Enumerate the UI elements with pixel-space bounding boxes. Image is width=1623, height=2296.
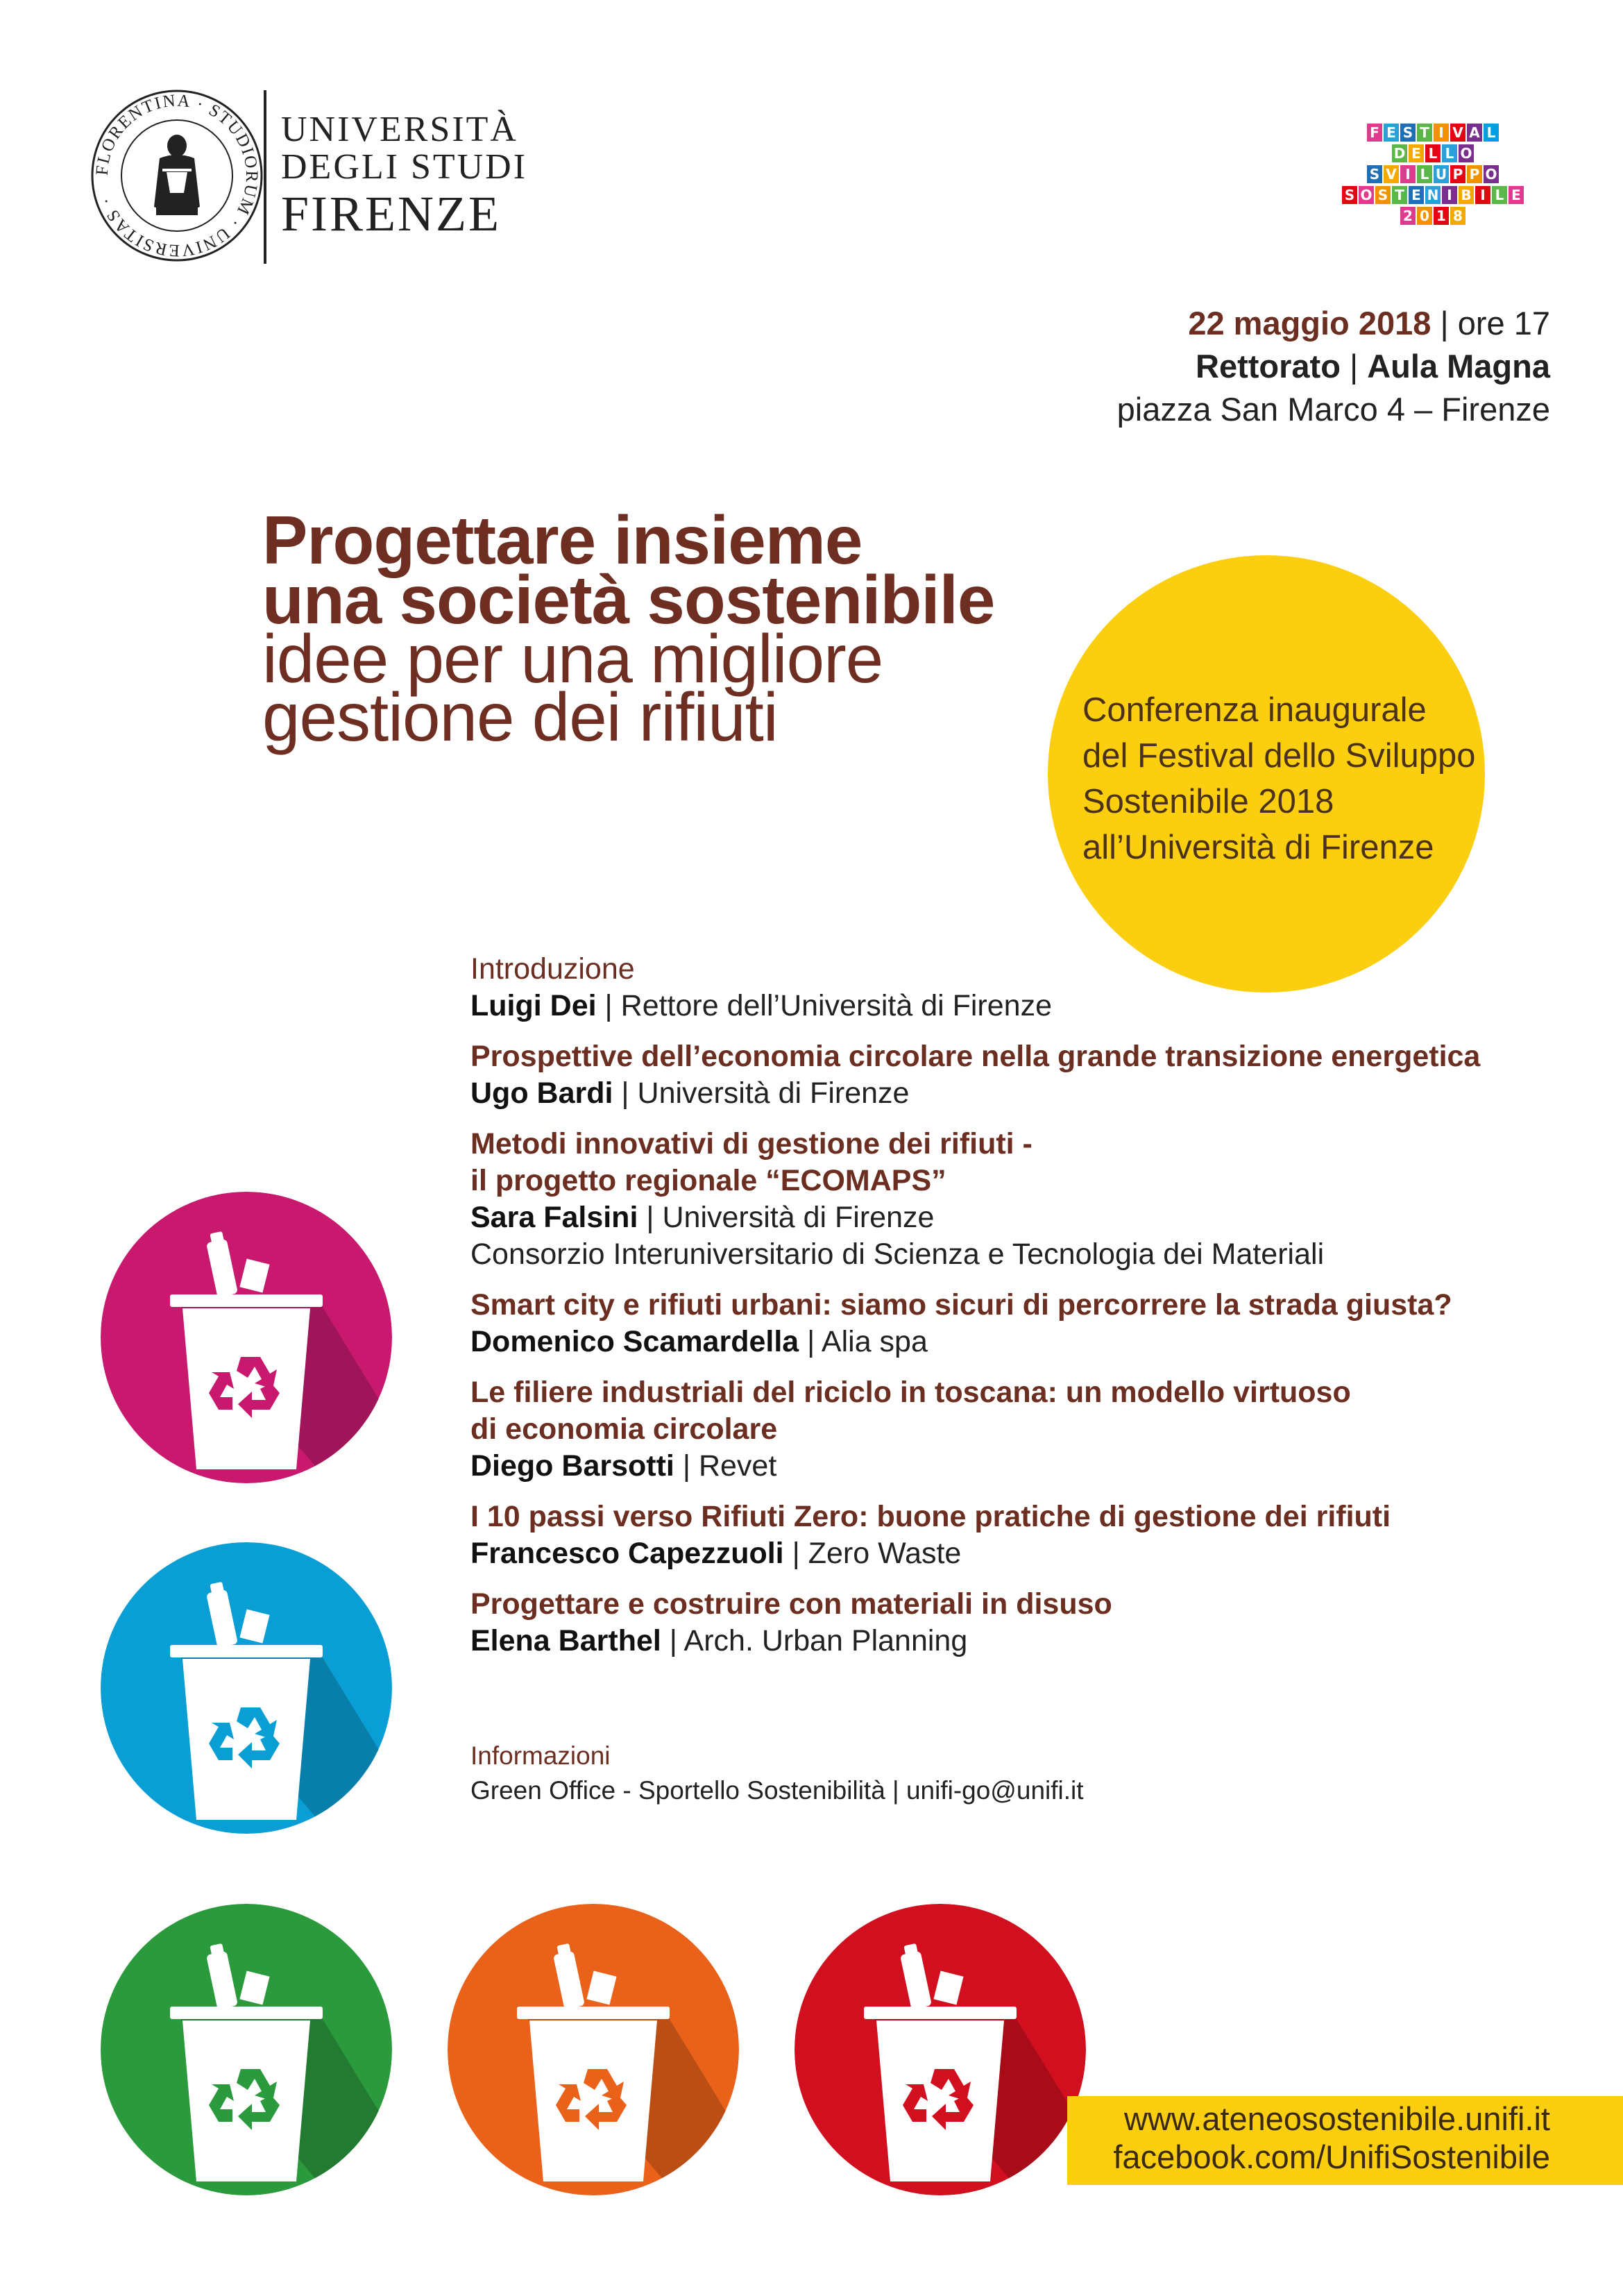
subtitle-line2: gestione dei rifiuti: [262, 679, 778, 755]
speaker-line: Sara Falsini | Università di Firenze: [470, 1201, 935, 1234]
festival-logo-letter: B: [1459, 186, 1474, 204]
circle-text-line: Conferenza inaugurale: [1082, 691, 1427, 729]
event-time: ore 17: [1457, 305, 1550, 341]
intro-speaker-line: Luigi Dei | Rettore dell’Università di Firenze: [470, 989, 1052, 1022]
festival-logo-letter: I: [1442, 186, 1457, 204]
talk-title: Le filiere industriali del riciclo in toscana: un modello virtuoso: [470, 1376, 1351, 1409]
info-contact-line: Green Office - Sportello Sostenibilità | unifi-go@unifi.it: [470, 1776, 1084, 1805]
talk-title: Metodi innovativi di gestione dei rifiuti -: [470, 1127, 1033, 1160]
festival-logo-letter: U: [1434, 165, 1449, 183]
festival-logo-row: [1311, 186, 1554, 204]
festival-logo-letter: L: [1425, 144, 1441, 162]
festival-logo-letter: E: [1509, 186, 1524, 204]
event-date-line: 22 maggio 2018 | ore 17: [1188, 305, 1550, 341]
festival-logo: [1311, 124, 1554, 228]
university-seal-icon: [90, 89, 264, 262]
program-item: [470, 1038, 1511, 1112]
circle-text-line: del Festival dello Sviluppo: [1082, 737, 1476, 775]
page-title: [262, 502, 995, 755]
speaker-line: Elena Barthel | Arch. Urban Planning: [470, 1624, 968, 1657]
festival-logo-letter: V: [1450, 124, 1465, 142]
festival-logo-row: [1311, 124, 1554, 142]
festival-logo-letter: O: [1484, 165, 1499, 183]
event-room: Aula Magna: [1367, 348, 1550, 385]
circle-text-line: Sostenibile 2018: [1082, 783, 1334, 820]
program-item: [470, 1126, 1511, 1273]
festival-logo-letter: S: [1400, 124, 1416, 142]
program-item-intro: [470, 951, 1511, 1024]
subtitle-line1: idee per una migliore: [262, 621, 883, 697]
festival-logo-row: [1311, 165, 1554, 183]
conference-description: [1082, 687, 1476, 870]
event-date: 22 maggio 2018: [1188, 305, 1431, 341]
event-info: [1117, 302, 1550, 431]
festival-logo-letter: T: [1417, 124, 1432, 142]
festival-logo-letter: N: [1425, 186, 1441, 204]
festival-logo-letter: E: [1384, 124, 1399, 142]
title-line1: Progettare insieme: [262, 502, 863, 578]
speaker-affiliation-2: Consorzio Interuniversitario di Scienza e Tecnologia dei Materiali: [470, 1238, 1325, 1271]
university-name-line1: UNIVERSITÀ: [281, 110, 518, 149]
festival-logo-letter: L: [1484, 124, 1499, 142]
festival-logo-letter: D: [1392, 144, 1407, 162]
program-item: [470, 1499, 1511, 1572]
university-name-line2: DEGLI STUDI: [281, 147, 528, 187]
program-item: [470, 1586, 1511, 1660]
title-line2: una società sostenibile: [262, 562, 995, 638]
website-link[interactable]: www.ateneosostenibile.unifi.it: [1124, 2100, 1550, 2137]
info-office: Green Office - Sportello Sostenibilità: [470, 1776, 885, 1805]
speaker-name: Domenico Scamardella: [470, 1325, 799, 1358]
speaker-name: Elena Barthel: [470, 1624, 661, 1657]
speaker-affiliation: Alia spa: [821, 1325, 928, 1358]
festival-logo-row: [1311, 207, 1554, 225]
speaker-affiliation: Rettore dell’Università di Firenze: [620, 989, 1052, 1022]
festival-logo-letter: P: [1467, 165, 1482, 183]
festival-logo-letter: V: [1384, 165, 1399, 183]
talk-title: I 10 passi verso Rifiuti Zero: buone pratiche di gestione dei rifiuti: [470, 1500, 1391, 1533]
talk-title-cont: il progetto regionale “ECOMAPS”: [470, 1164, 946, 1197]
festival-logo-letter: 1: [1434, 207, 1449, 225]
event-address: piazza San Marco 4 – Firenze: [1116, 391, 1550, 428]
festival-logo-letter: I: [1434, 124, 1449, 142]
festival-logo-letter: 0: [1417, 207, 1432, 225]
festival-logo-letter: I: [1400, 165, 1416, 183]
festival-logo-letter: P: [1450, 165, 1465, 183]
recycle-bin-icon-orange: [448, 1904, 739, 2195]
speaker-line: Ugo Bardi | Università di Firenze: [470, 1077, 910, 1110]
festival-logo-letter: S: [1367, 165, 1382, 183]
speaker-line: Francesco Capezzuoli | Zero Waste: [470, 1537, 962, 1570]
recycle-bin-icon-green: [101, 1904, 392, 2195]
festival-logo-row: [1311, 144, 1554, 162]
svg-text:FLORENTINA · STUDIORUM · UNIVE: FLORENTINA · STUDIORUM · UNIVERSITAS ·: [92, 91, 262, 260]
festival-logo-letter: A: [1467, 124, 1482, 142]
festival-logo-letter: E: [1409, 186, 1424, 204]
program-item: [470, 1287, 1511, 1360]
program-item: [470, 1374, 1511, 1485]
speaker-line: Diego Barsotti | Revet: [470, 1449, 777, 1483]
intro-label: Introduzione: [470, 952, 635, 986]
university-name: [281, 111, 527, 242]
festival-logo-letter: L: [1442, 144, 1457, 162]
festival-logo-letter: 8: [1450, 207, 1465, 225]
talk-title: Progettare e costruire con materiali in disuso: [470, 1587, 1112, 1621]
festival-logo-letter: 2: [1400, 207, 1416, 225]
speaker-name: Diego Barsotti: [470, 1449, 674, 1483]
festival-logo-letter: I: [1475, 186, 1490, 204]
talk-title-cont: di economia circolare: [470, 1412, 778, 1446]
festival-logo-letter: S: [1342, 186, 1357, 204]
footer-links: [1113, 2100, 1550, 2176]
festival-logo-letter: F: [1367, 124, 1382, 142]
festival-logo-letter: O: [1359, 186, 1374, 204]
speaker-affiliation: Università di Firenze: [637, 1077, 910, 1110]
logo-divider: [264, 90, 266, 264]
speaker-line: Domenico Scamardella | Alia spa: [470, 1325, 928, 1358]
speaker-affiliation: Università di Firenze: [662, 1201, 935, 1234]
recycle-bin-icon-magenta: [101, 1192, 392, 1483]
festival-logo-letter: E: [1409, 144, 1424, 162]
festival-logo-letter: T: [1392, 186, 1407, 204]
speaker-name: Francesco Capezzuoli: [470, 1537, 784, 1570]
speaker-affiliation: Revet: [698, 1449, 777, 1483]
festival-logo-letter: O: [1459, 144, 1474, 162]
event-venue-line: Rettorato | Aula Magna: [1196, 348, 1550, 385]
talk-title: Smart city e rifiuti urbani: siamo sicuri di percorrere la strada giusta?: [470, 1288, 1452, 1322]
program-items: [470, 1038, 1511, 1660]
circle-text-line: all’Università di Firenze: [1082, 829, 1434, 866]
university-name-line3: FIRENZE: [281, 186, 501, 242]
recycle-bin-icon-red: [794, 1904, 1086, 2195]
recycle-bin-icon-blue: [101, 1542, 392, 1834]
talk-title: Prospettive dell’economia circolare nella grande transizione energetica: [470, 1040, 1481, 1073]
info-email[interactable]: unifi-go@unifi.it: [906, 1776, 1084, 1805]
info-label: Informazioni: [470, 1741, 611, 1770]
festival-logo-letter: S: [1375, 186, 1391, 204]
info-block: [470, 1739, 1084, 1808]
speaker-affiliation: Zero Waste: [808, 1537, 962, 1570]
speaker-affiliation: Arch. Urban Planning: [683, 1624, 968, 1657]
festival-logo-letter: L: [1492, 186, 1507, 204]
speaker-name: Ugo Bardi: [470, 1077, 613, 1110]
speaker-name: Sara Falsini: [470, 1201, 638, 1234]
festival-logo-letter: L: [1417, 165, 1432, 183]
program-list: [470, 951, 1511, 1673]
event-place: Rettorato: [1196, 348, 1341, 385]
speaker-name: Luigi Dei: [470, 989, 597, 1022]
facebook-link[interactable]: facebook.com/UnifiSostenibile: [1113, 2138, 1550, 2175]
